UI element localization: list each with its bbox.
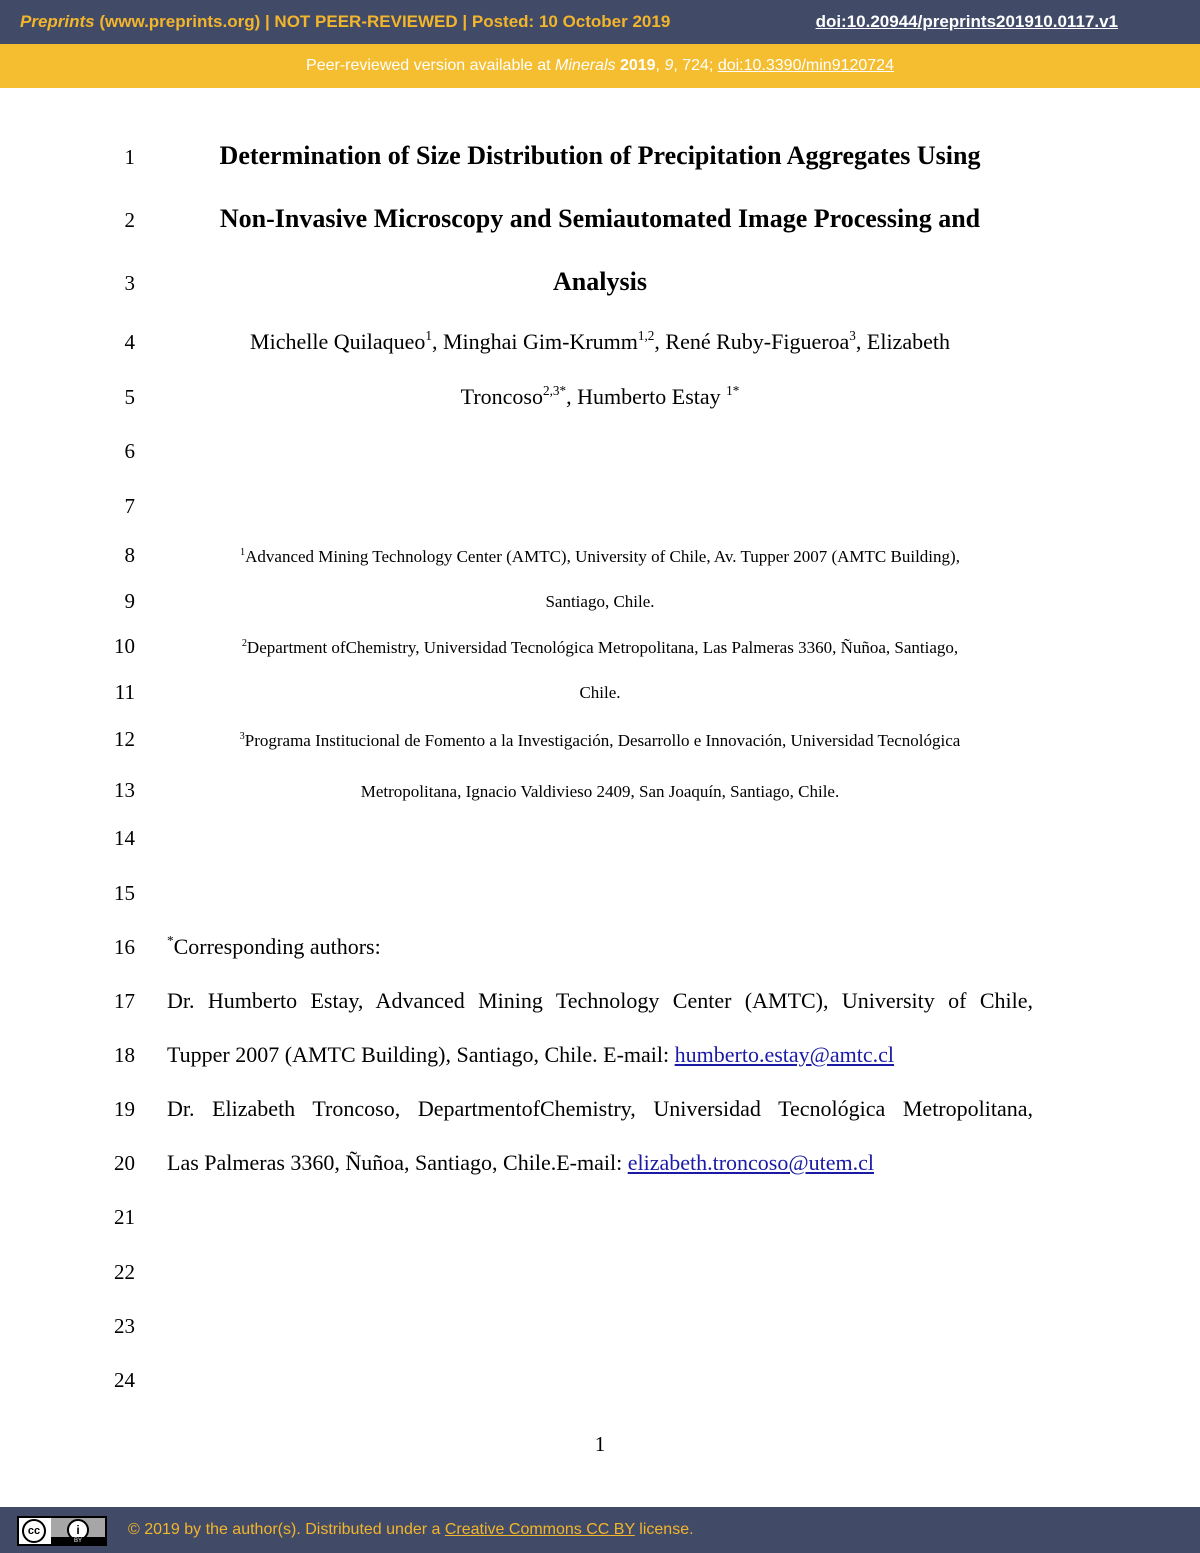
affiliation-2-line-1 <box>140 634 1060 662</box>
author-affiliation-sup: 2,3* <box>542 382 567 398</box>
line-number: 1 <box>124 145 135 169</box>
by-label: BY <box>51 1537 105 1545</box>
preprint-doi-link[interactable]: doi:10.20944/preprints201910.0117.v1 <box>815 12 1118 31</box>
line-number: 12 <box>114 727 135 751</box>
author-name: Troncoso <box>460 384 543 409</box>
paper-title-line-1: Determination of Size Distribution of Precipitation Aggregates Using <box>219 141 981 170</box>
by-icon: i <box>67 1519 89 1541</box>
line-number: 24 <box>114 1368 135 1392</box>
line-number: 23 <box>114 1314 135 1338</box>
affiliation-number: 1 <box>240 546 246 558</box>
author-affiliation-sup: 3 <box>849 327 856 343</box>
line-number: 9 <box>124 589 135 613</box>
corresponding-heading <box>167 933 381 961</box>
license-text <box>128 1521 694 1539</box>
affiliation-3-line-2: Metropolitana, Ignacio Valdivieso 2409, San Joaquín, Santiago, Chile. <box>360 782 840 801</box>
journal-volume: 9 <box>664 57 674 74</box>
paper-title-line-3: Analysis <box>553 267 647 296</box>
cc-icon: cc <box>22 1519 46 1543</box>
preprint-site-status: (www.preprints.org) | NOT PEER-REVIEWED | Posted: 10 October 2019 <box>94 12 671 31</box>
line-number: 6 <box>124 439 135 463</box>
line-number: 8 <box>124 543 135 567</box>
line-number: 10 <box>114 634 135 658</box>
line-number: 2 <box>124 208 135 232</box>
email-link-troncoso[interactable]: elizabeth.troncoso@utem.cl <box>627 1150 874 1175</box>
peer-review-banner <box>0 44 1200 88</box>
email-link-estay[interactable]: humberto.estay@amtc.cl <box>674 1042 895 1067</box>
author-name: , Elizabeth <box>855 329 950 354</box>
corresponding-line-18 <box>167 1041 894 1069</box>
address-text: Las Palmeras 3360, Ñuñoa, Santiago, Chile.E-mail: <box>167 1150 628 1175</box>
journal-name: Minerals <box>555 57 616 74</box>
creative-commons-badge[interactable] <box>17 1516 107 1546</box>
line-number: 18 <box>114 1043 135 1067</box>
page-number: 1 <box>594 1432 606 1456</box>
license-suffix: license. <box>634 1521 694 1538</box>
author-name: , René Ruby-Figueroa <box>654 329 850 354</box>
line-number: 15 <box>114 881 135 905</box>
line-number: 11 <box>114 680 135 704</box>
affiliation-3-line-1 <box>140 727 1060 755</box>
author-name: , Minghai Gim-Krumm <box>431 329 638 354</box>
affiliation-1-line-2: Santiago, Chile. <box>545 592 655 611</box>
line-number: 21 <box>114 1205 135 1229</box>
license-footer-bar <box>0 1507 1200 1553</box>
corresponding-line-19: Dr. Elizabeth Troncoso, DepartmentofChemistry, Universidad Tecnológica Metropolitana, <box>167 1096 1033 1121</box>
peer-review-prefix: Peer-reviewed version available at <box>306 57 556 74</box>
affiliation-number: 3 <box>239 730 245 742</box>
license-link[interactable]: Creative Commons CC BY <box>444 1521 635 1538</box>
preprints-brand: Preprints <box>20 12 95 31</box>
preprint-header-text <box>20 12 670 32</box>
corresponding-line-20 <box>167 1149 874 1177</box>
line-number: 17 <box>114 989 135 1013</box>
authors-line-2 <box>140 383 1060 411</box>
journal-pages: , 724; <box>673 57 718 74</box>
license-prefix: © 2019 by the author(s). Distributed under a <box>128 1521 445 1538</box>
author-affiliation-sup: 1* <box>726 382 740 398</box>
line-number: 16 <box>114 935 135 959</box>
address-text: Tupper 2007 (AMTC Building), Santiago, Chile. E-mail: <box>167 1042 675 1067</box>
paper-title-line-2: Non-Invasive Microscopy and Semiautomated Image Processing and <box>219 204 981 233</box>
authors-line-1 <box>140 328 1060 356</box>
line-number: 4 <box>124 330 135 354</box>
asterisk-sup: * <box>167 932 174 948</box>
author-affiliation-sup: 1,2 <box>637 327 655 343</box>
line-number: 19 <box>114 1097 135 1121</box>
line-number: 7 <box>124 494 135 518</box>
line-number: 3 <box>124 271 135 295</box>
author-name: , Humberto Estay <box>566 384 727 409</box>
line-number: 20 <box>114 1151 135 1175</box>
corresponding-line-17: Dr. Humberto Estay, Advanced Mining Technology Center (AMTC), University of Chile, <box>167 988 1033 1013</box>
affiliation-text: Advanced Mining Technology Center (AMTC), University of Chile, Av. Tupper 2007 (AMTC Building), <box>245 547 960 566</box>
line-number: 14 <box>114 826 135 850</box>
journal-year: 2019 <box>619 57 656 74</box>
line-number: 13 <box>114 778 135 802</box>
affiliation-text: Programa Institucional de Fomento a la Investigación, Desarrollo e Innovación, Universidad Tecnológica <box>244 731 961 750</box>
affiliation-1-line-1 <box>140 543 1060 571</box>
line-number: 5 <box>124 385 135 409</box>
author-name: Michelle Quilaqueo <box>250 329 426 354</box>
separator: , <box>655 57 665 74</box>
journal-doi-link[interactable]: doi:10.3390/min9120724 <box>717 57 894 74</box>
affiliation-text: Department ofChemistry, Universidad Tecnológica Metropolitana, Las Palmeras 3360, Ñuñoa, Santiago, <box>246 638 959 657</box>
affiliation-2-line-2: Chile. <box>579 683 621 702</box>
line-number: 22 <box>114 1260 135 1284</box>
affiliation-number: 2 <box>241 637 247 649</box>
preprint-header-bar <box>0 0 1200 44</box>
author-affiliation-sup: 1 <box>425 327 432 343</box>
corresponding-heading-text: Corresponding authors: <box>173 934 381 959</box>
